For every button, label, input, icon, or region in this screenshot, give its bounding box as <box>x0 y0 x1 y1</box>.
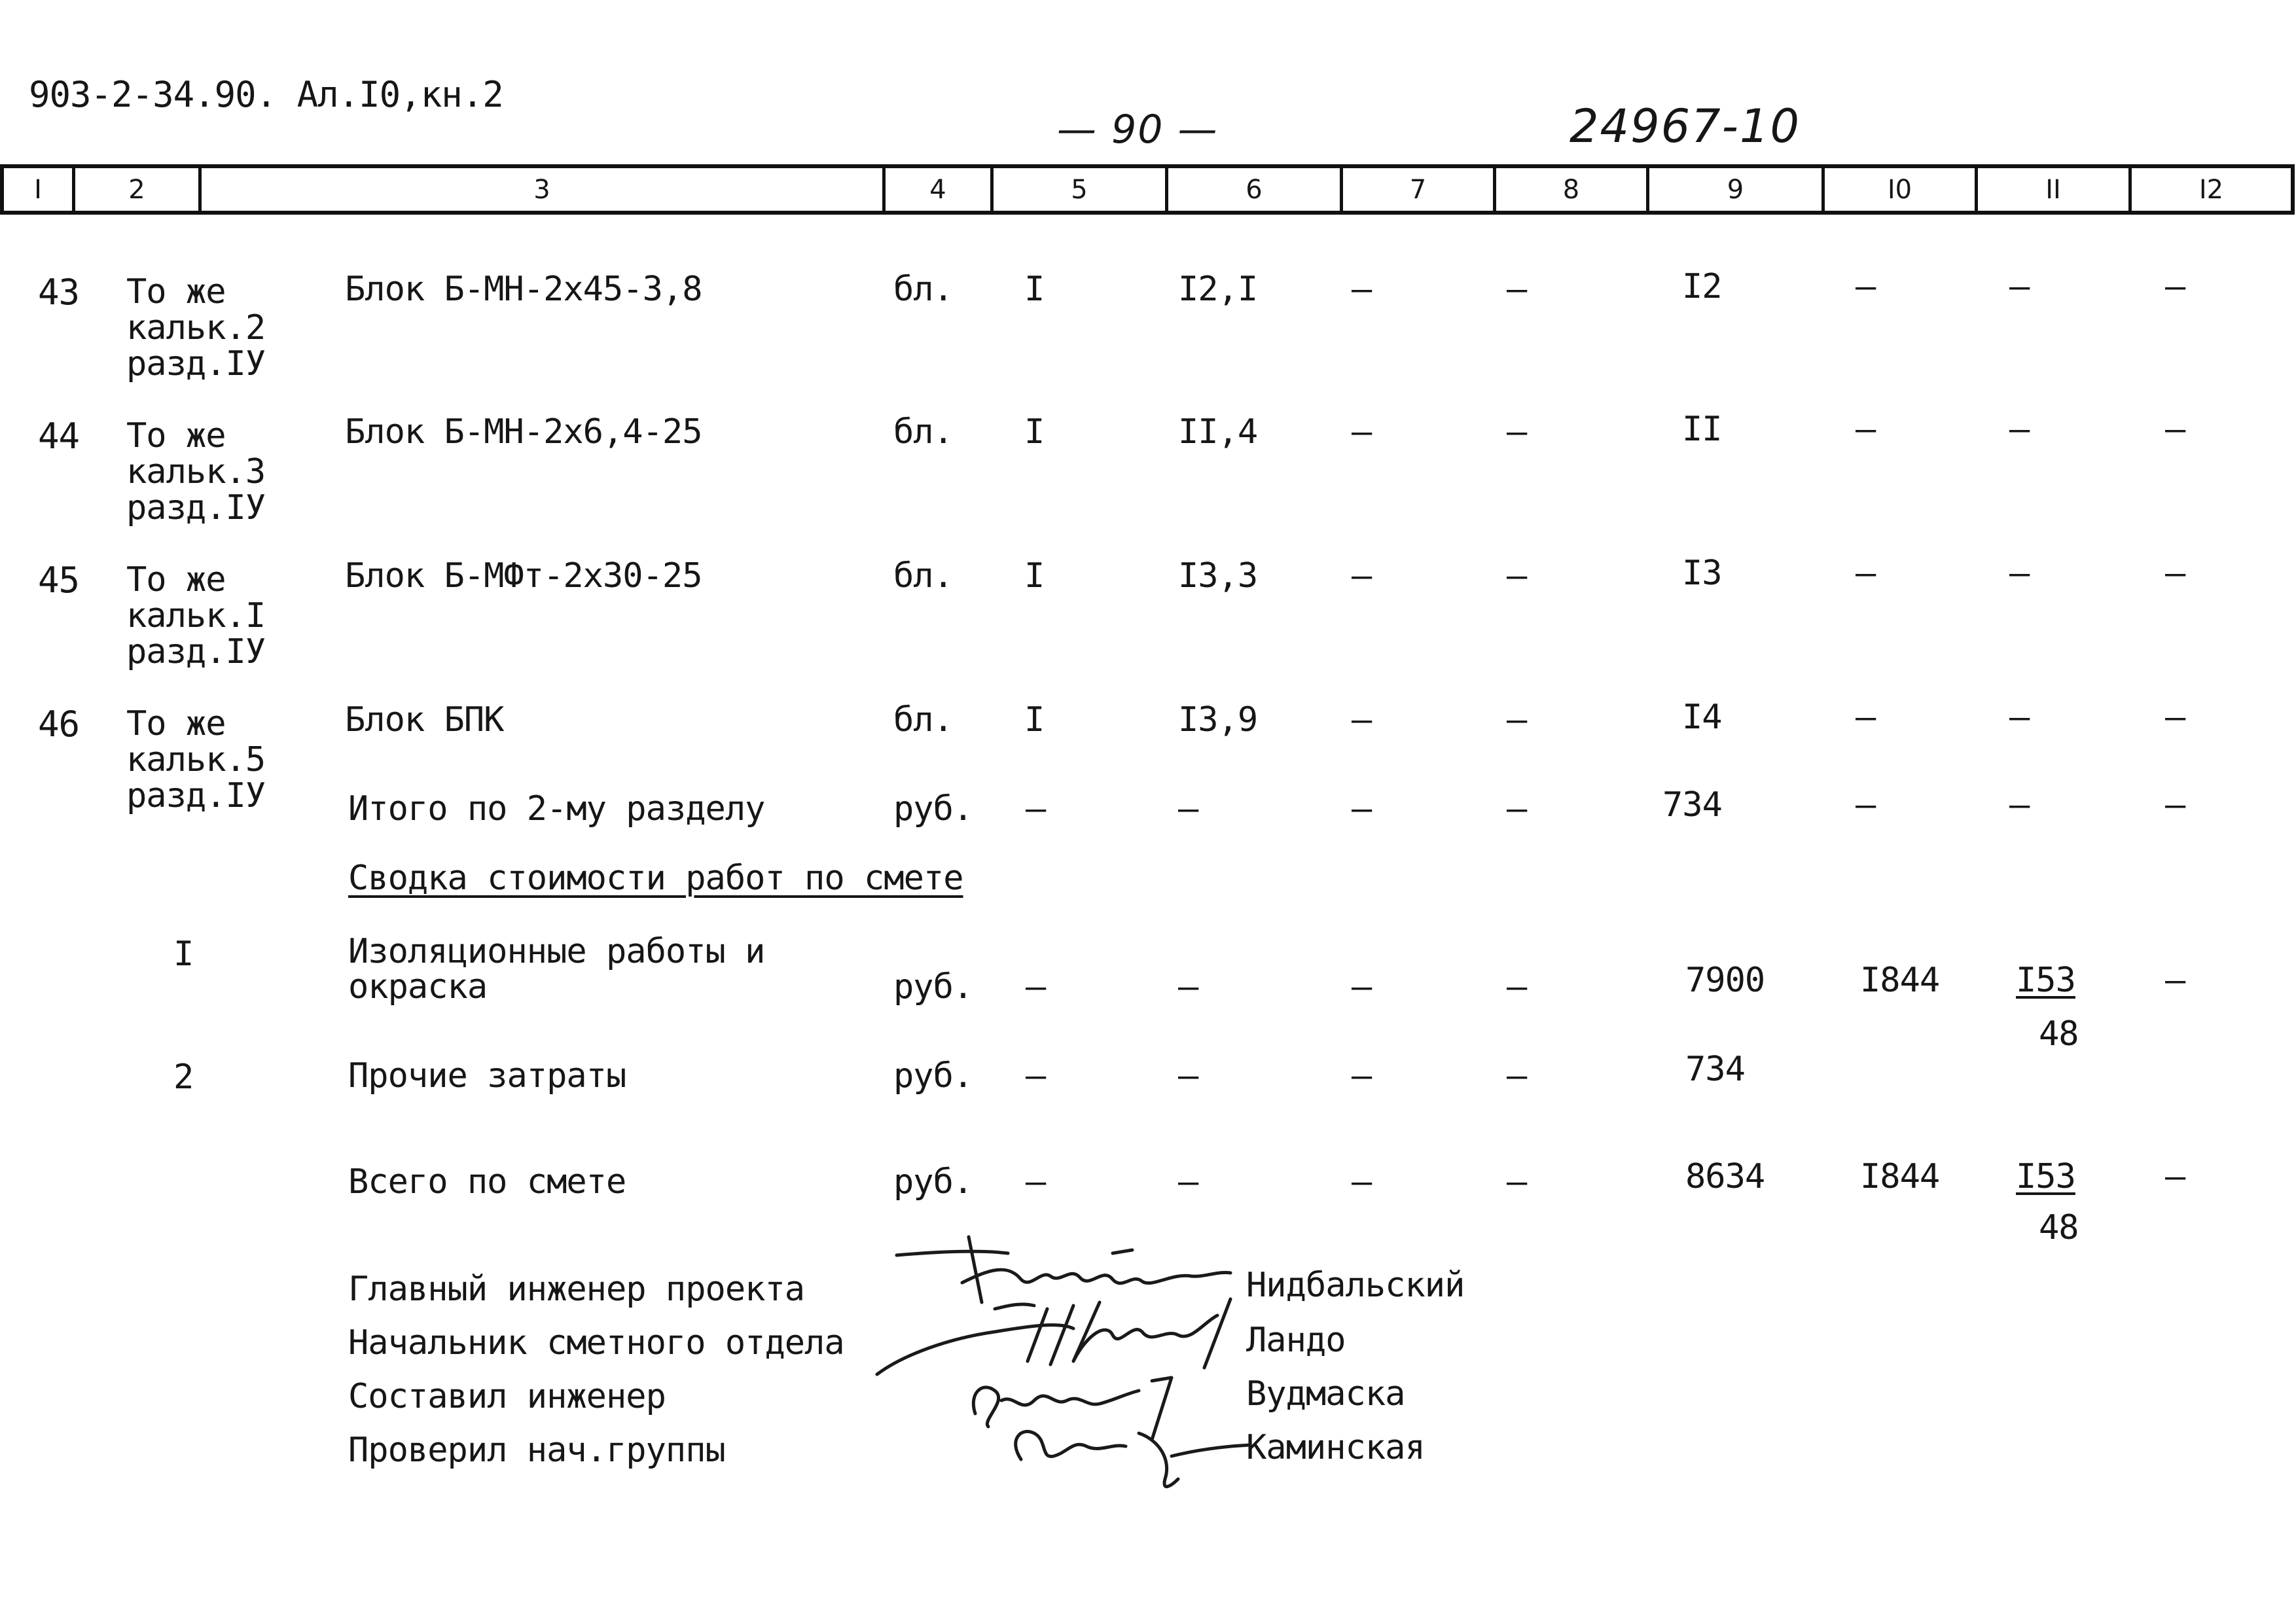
header-col-7: 7 <box>1340 168 1493 211</box>
signatory-name: Вудмаска <box>1246 1374 1405 1414</box>
signatory-name: Каминская <box>1246 1428 1425 1467</box>
document-code: 903-2-34.90. Ал.I0,кн.2 <box>29 74 503 115</box>
row-col-10: – <box>1856 410 1876 449</box>
signatory-name: Нидбальский <box>1246 1266 1465 1305</box>
section-total-col-5: – <box>1026 789 1046 829</box>
row-col-9: I2 <box>1682 267 1722 306</box>
row-col-11: – <box>2009 698 2030 737</box>
section-total-unit: руб. <box>893 789 973 829</box>
row-col-8: – <box>1507 556 1527 596</box>
row-col-10: – <box>1856 698 1876 737</box>
row-col-9: I3 <box>1682 554 1722 593</box>
row-unit: бл. <box>893 556 953 596</box>
row-number: 46 <box>38 704 80 745</box>
summary-row-name-line: Изоляционные работы и <box>348 932 765 971</box>
summary-row-col-11-numerator: I53 <box>2016 961 2075 1000</box>
row-col-6: I2,I <box>1178 270 1258 309</box>
summary-row-name-line: Прочие затраты <box>348 1056 626 1096</box>
row-name: Блок Б-МН-2х45-3,8 <box>345 270 702 309</box>
row-name: Блок Б-МФт-2х30-25 <box>345 556 702 596</box>
section-total-col-6: – <box>1178 789 1198 829</box>
signature-engineer <box>973 1378 1172 1440</box>
row-unit: бл. <box>893 700 953 740</box>
row-col-6: II,4 <box>1178 412 1258 452</box>
row-col-7: – <box>1352 412 1372 452</box>
summary-row-unit: руб. <box>893 967 973 1007</box>
summary-row-col-12: – <box>2165 961 2185 1000</box>
row-col-10: – <box>1856 554 1876 593</box>
section-total-col-11: – <box>2009 785 2030 825</box>
summary-row-col-10: I844 <box>1860 961 1940 1000</box>
row-col-5: I <box>1024 270 1045 309</box>
summary-row-col-11-denominator: 48 <box>2039 1014 2079 1054</box>
row-name: Блок Б-МН-2х6,4-25 <box>345 412 702 452</box>
summary-row-col-7: – <box>1352 967 1372 1007</box>
row-number: 44 <box>38 416 80 457</box>
header-col-3: 3 <box>198 168 882 211</box>
signatory-role: Составил инженер <box>348 1377 666 1416</box>
row-unit: бл. <box>893 412 953 452</box>
header-col-11: II <box>1975 168 2128 211</box>
row-reference-line: кальк.5 <box>126 740 266 779</box>
summary-row-col-5: – <box>1026 967 1046 1007</box>
row-reference-line: То же <box>126 560 226 599</box>
row-number: 43 <box>38 272 80 313</box>
row-col-7: – <box>1352 556 1372 596</box>
signatory-role: Главный инженер проекта <box>348 1270 805 1309</box>
row-col-8: – <box>1507 270 1527 309</box>
row-col-11: – <box>2009 267 2030 306</box>
grand-total-col-7: – <box>1352 1162 1372 1202</box>
signatory-name: Ландо <box>1246 1321 1346 1360</box>
grand-total-label: Всего по смете <box>348 1162 626 1202</box>
row-col-5: I <box>1024 412 1045 452</box>
grand-total-col-11-denominator: 48 <box>2039 1208 2079 1247</box>
summary-row-col-9: 734 <box>1685 1050 1745 1089</box>
summary-title: Сводка стоимости работ по смете <box>348 859 963 898</box>
row-col-9: II <box>1682 410 1722 449</box>
row-col-8: – <box>1507 412 1527 452</box>
row-col-8: – <box>1507 700 1527 740</box>
header-col-1: I <box>0 168 72 211</box>
summary-row-col-8: – <box>1507 1056 1527 1096</box>
row-col-11: – <box>2009 554 2030 593</box>
summary-row-col-6: – <box>1178 1056 1198 1096</box>
summary-row-col-7: – <box>1352 1056 1372 1096</box>
row-reference-line: То же <box>126 272 226 312</box>
row-number: 45 <box>38 560 80 601</box>
summary-row-col-9: 7900 <box>1685 961 1765 1000</box>
row-name: Блок БПК <box>345 700 504 740</box>
section-total-label: Итого по 2-му разделу <box>348 789 765 829</box>
grand-total-col-12: – <box>2165 1157 2185 1196</box>
row-reference-line: кальк.I <box>126 596 266 635</box>
row-reference-line: разд.IУ <box>126 344 266 383</box>
row-col-12: – <box>2165 554 2185 593</box>
header-col-9: 9 <box>1646 168 1821 211</box>
grand-total-col-5: – <box>1026 1162 1046 1202</box>
signature-chief-engineer <box>897 1237 1230 1309</box>
row-col-11: – <box>2009 410 2030 449</box>
row-col-5: I <box>1024 700 1045 740</box>
section-total-col-9: 734 <box>1662 785 1722 825</box>
summary-row-name-line: окраска <box>348 967 488 1007</box>
row-col-9: I4 <box>1682 698 1722 737</box>
grand-total-col-10: I844 <box>1860 1157 1940 1196</box>
header-col-4: 4 <box>882 168 990 211</box>
section-total-col-7: – <box>1352 789 1372 829</box>
section-total-col-12: – <box>2165 785 2185 825</box>
row-col-10: – <box>1856 267 1876 306</box>
section-total-col-8: – <box>1507 789 1527 829</box>
row-col-7: – <box>1352 270 1372 309</box>
section-total-col-10: – <box>1856 785 1876 825</box>
inventory-number: 24967-10 <box>1570 99 1801 153</box>
header-col-12: I2 <box>2128 168 2291 211</box>
row-reference-line: кальк.2 <box>126 308 266 348</box>
row-reference-line: кальк.3 <box>126 452 266 491</box>
row-col-7: – <box>1352 700 1372 740</box>
signatory-role: Начальник сметного отдела <box>348 1323 844 1363</box>
grand-total-col-9: 8634 <box>1685 1157 1765 1196</box>
summary-row-col-5: – <box>1026 1056 1046 1096</box>
signature-estimate-head <box>877 1299 1230 1374</box>
row-col-6: I3,9 <box>1178 700 1258 740</box>
grand-total-col-8: – <box>1507 1162 1527 1202</box>
header-col-10: I0 <box>1821 168 1975 211</box>
row-col-12: – <box>2165 267 2185 306</box>
signatory-role: Проверил нач.группы <box>348 1431 725 1470</box>
header-col-2: 2 <box>72 168 198 211</box>
page-number: — 90 — <box>1057 107 1219 152</box>
row-reference-line: разд.IУ <box>126 632 266 671</box>
grand-total-col-11-numerator: I53 <box>2016 1157 2075 1196</box>
row-unit: бл. <box>893 270 953 309</box>
row-col-12: – <box>2165 698 2185 737</box>
row-col-5: I <box>1024 556 1045 596</box>
summary-row-col-6: – <box>1178 967 1198 1007</box>
summary-row-col-8: – <box>1507 967 1527 1007</box>
grand-total-col-6: – <box>1178 1162 1198 1202</box>
header-col-6: 6 <box>1165 168 1340 211</box>
row-reference-line: То же <box>126 416 226 455</box>
column-number-header <box>0 164 2295 215</box>
signature-group-head <box>1016 1431 1250 1486</box>
header-col-5: 5 <box>990 168 1165 211</box>
summary-row-number: I <box>173 935 194 974</box>
header-col-8: 8 <box>1493 168 1646 211</box>
summary-row-unit: руб. <box>893 1056 973 1096</box>
row-reference-line: разд.IУ <box>126 776 266 815</box>
grand-total-unit: руб. <box>893 1162 973 1202</box>
row-col-6: I3,3 <box>1178 556 1258 596</box>
row-reference-line: разд.IУ <box>126 488 266 527</box>
row-col-12: – <box>2165 410 2185 449</box>
summary-row-number: 2 <box>173 1058 194 1097</box>
row-reference-line: То же <box>126 704 226 743</box>
